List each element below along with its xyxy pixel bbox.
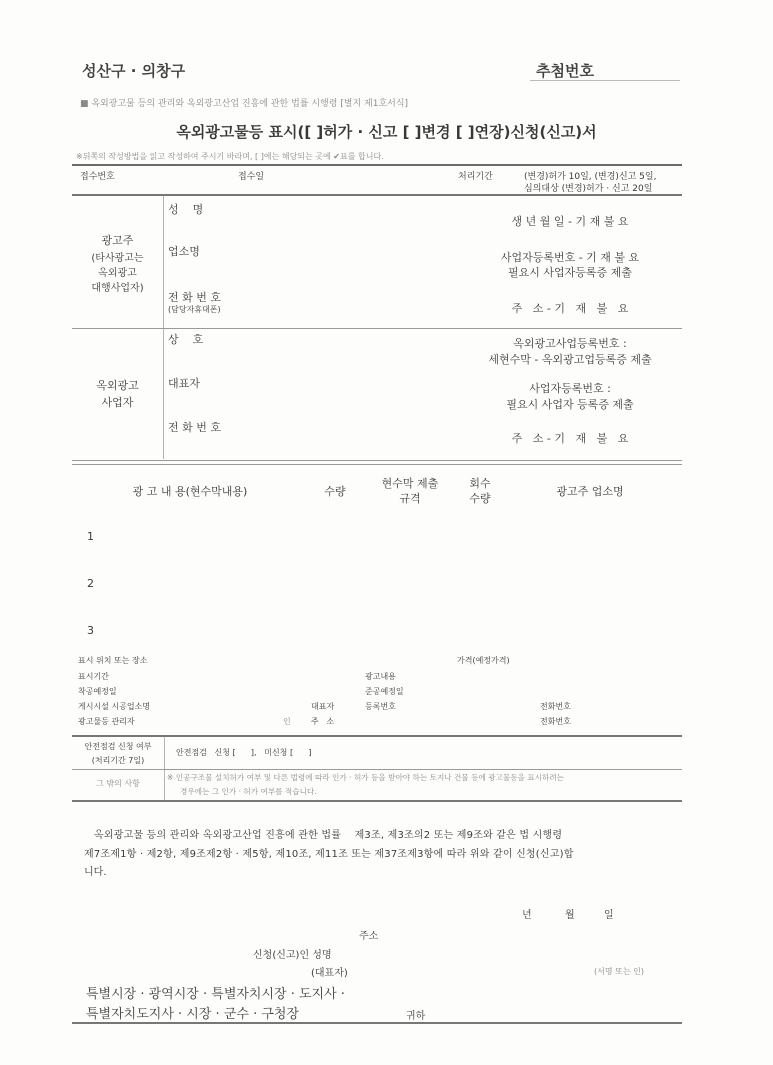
operator-phone-label: 전 화 번 호 xyxy=(168,421,221,434)
sign-or-seal-note: (서명 또는 인) xyxy=(594,967,644,976)
advertiser-birth-date-note: 생 년 월 일 - 기 재 불 요 xyxy=(511,215,629,228)
applicant-representative-label: (대표자) xyxy=(311,968,348,979)
operator-ad-business-cert-note: 세현수막 - 옥외광고업등록증 제출 xyxy=(488,353,652,366)
declaration-line1: 옥외광고물 등의 관리와 옥외광고산업 진흥에 관한 법률 제3조, 제3조의2 또는 제9조와 같은 법 시행령 xyxy=(94,830,563,841)
advertiser-name-label: 성 명 xyxy=(168,203,204,216)
ad-row-number: 1 xyxy=(87,530,94,543)
start-date-label: 착공예정일 xyxy=(78,687,117,696)
registration-number-label: 등록번호 xyxy=(365,702,396,711)
advertiser-business-reg-note: 사업자등록번호 - 기 재 불 요 xyxy=(500,251,640,264)
form-bottom-border xyxy=(72,1022,682,1024)
recipient-honorific: 귀하 xyxy=(406,1011,426,1022)
lottery-number-line xyxy=(530,80,680,81)
col-round-header-line1: 회수 xyxy=(469,477,491,490)
estimated-price-label: 가격(예정가격) xyxy=(457,656,510,665)
col-business-header: 광고주 업소명 xyxy=(556,485,624,498)
advertiser-label-line4: 대행사업자) xyxy=(91,283,144,294)
col-spec-header-line1: 현수막 제출 xyxy=(381,477,439,490)
recipient-line2: 특별자치도지사 · 시장 · 군수 · 구청장 xyxy=(86,1007,300,1022)
safety-check-label-line1: 안전점검 신청 여부 xyxy=(84,742,152,751)
advertiser-phone-note: (담당자휴대폰) xyxy=(168,305,221,314)
operator-label-divider xyxy=(163,329,164,459)
applicant-address-label: 주소 xyxy=(359,931,379,942)
ad-row-number: 2 xyxy=(87,577,94,590)
operator-ad-business-reg-note: 옥외광고사업등록번호 : xyxy=(513,337,627,350)
recipient-line1: 특별시장 · 광역시장 · 특별자치시장 · 도지사 · xyxy=(86,987,345,1002)
receipt-number-label: 접수번호 xyxy=(80,172,115,182)
advertiser-label-line2: (타사광고는 xyxy=(91,253,144,264)
ad-content-label: 광고내용 xyxy=(365,672,396,681)
declaration-line2: 제7조제1항 · 제2항, 제9조제2항 · 제5항, 제10조, 제11조 또는 제37조제3항에 따라 위와 같이 신청(신고)합 xyxy=(84,849,574,860)
manager-label: 광고물등 관리자 xyxy=(78,717,135,726)
safety-divider xyxy=(72,769,682,770)
col-round-header-line2: 수량 xyxy=(469,492,491,505)
installer-representative-label: 대표자 xyxy=(311,702,335,711)
seal-mark: 인 xyxy=(283,717,291,726)
advertiser-address-note: 주 소 - 기 재 불 요 xyxy=(511,302,629,315)
advertiser-business-cert-note: 필요시 사업자등록증 제출 xyxy=(508,266,632,279)
table-top-border xyxy=(72,164,682,166)
safety-check-options[interactable]: 안전점검 신청 [ ], 미신청 [ ] xyxy=(176,748,312,757)
ad-row-number: 3 xyxy=(87,624,94,637)
operator-business-cert-note: 필요시 사업자 등록증 제출 xyxy=(506,398,634,411)
operator-business-reg-note: 사업자등록번호 : xyxy=(529,382,611,395)
operator-representative-label: 대표자 xyxy=(168,377,200,390)
processing-period-line2: 심의대상 (변경)허가 · 신고 20일 xyxy=(524,184,653,194)
completion-date-label: 준공예정일 xyxy=(365,687,404,696)
date-year-label: 년 xyxy=(522,910,532,921)
safety-check-label-line2: (처리기간 7일) xyxy=(91,756,145,765)
date-day-label: 일 xyxy=(604,910,614,921)
col-quantity-header: 수량 xyxy=(324,485,346,498)
operator-trade-name-label: 상 호 xyxy=(168,333,204,346)
lottery-number-label: 추첨번호 xyxy=(536,62,594,80)
location-label: 표시 위치 또는 장소 xyxy=(78,656,148,665)
safety-bottom-border xyxy=(72,800,682,802)
processing-period-line1: (변경)허가 10일, (변경)신고 5일, xyxy=(524,172,657,182)
display-period-label: 표시기간 xyxy=(78,672,109,681)
advertiser-label-divider xyxy=(163,196,164,328)
district-label: 성산구 · 의창구 xyxy=(82,62,186,80)
col-ad-content-header: 광 고 내 용(현수막내용) xyxy=(132,485,248,498)
applicant-name-label: 신청(신고)인 성명 xyxy=(253,950,332,961)
processing-period-label: 처리기간 xyxy=(458,172,493,182)
receipt-date-label: 접수일 xyxy=(238,172,265,182)
advertiser-business-name-label: 업소명 xyxy=(168,245,200,258)
operator-address-note: 주 소 - 기 재 불 요 xyxy=(511,432,629,445)
form-title: 옥외광고물등 표시([ ]허가 · 신고 [ ]변경 [ ]연장)신청(신고)서 xyxy=(176,123,597,141)
date-month-label: 월 xyxy=(565,910,575,921)
other-matters-note-line2: 경우에는 그 인가 · 허가 여부를 적습니다. xyxy=(180,787,317,796)
operator-label-line1: 옥외광고 xyxy=(96,379,139,392)
advertiser-phone-label: 전 화 번 호 xyxy=(168,291,221,304)
advertiser-label-line3: 옥외광고 xyxy=(98,268,137,279)
installer-label: 게시시설 시공업소명 xyxy=(78,702,151,711)
manager-address-label: 주 소 xyxy=(311,717,335,726)
installer-phone-label: 전화번호 xyxy=(540,702,571,711)
operator-bottom-border-2 xyxy=(72,464,682,465)
operator-bottom-border-1 xyxy=(72,460,682,461)
other-matters-note-line1: ※ 인공구조물 설치허가 여부 및 다른 법령에 따라 인가 · 허가 등을 받아야 하는 토지나 건물 등에 광고물등을 표시하려는 xyxy=(167,773,564,782)
manager-phone-label: 전화번호 xyxy=(540,717,571,726)
other-matters-label: 그 밖의 사항 xyxy=(96,779,140,788)
declaration-line3: 니다. xyxy=(84,867,107,878)
operator-label-line2: 사업자 xyxy=(101,396,134,409)
form-reference: ■ 옥외광고물 등의 관리와 옥외광고산업 진흥에 관한 법률 시행령 [별지 제1호서식] xyxy=(80,99,409,109)
instruction-note: ※뒤쪽의 작성방법을 읽고 작성하여 주시기 바라며, [ ]에는 해당되는 곳에 ✔표를 합니다. xyxy=(76,152,384,161)
col-spec-header-line2: 규격 xyxy=(399,492,421,505)
advertiser-label-line1: 광고주 xyxy=(101,234,134,247)
